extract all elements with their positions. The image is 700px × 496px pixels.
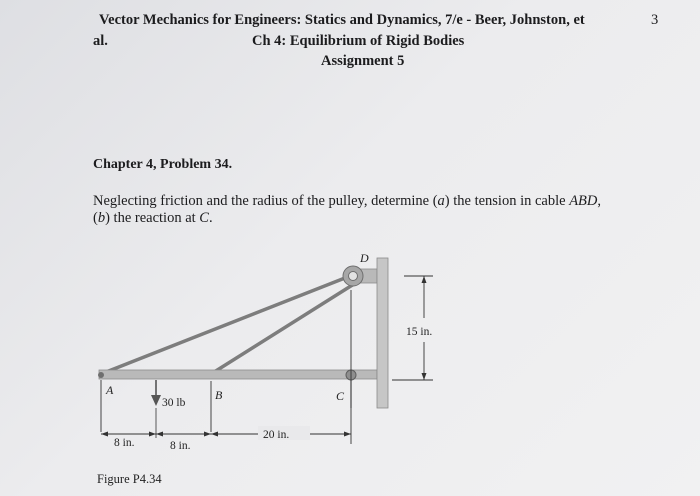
text-part: . [208, 210, 213, 226]
cable-label: ABD [569, 193, 598, 209]
dim-arrow-icon [344, 432, 351, 437]
label-c: C [336, 389, 345, 403]
bar-abc [99, 370, 377, 379]
dim-arrow-icon [101, 432, 108, 437]
dim-arrow-icon [156, 432, 163, 437]
book-title-line1: Vector Mechanics for Engineers: Statics and Dynamics, 7/e - Beer, Johnston, et [99, 12, 585, 28]
text-part: ) the reaction at [105, 210, 200, 226]
dim-8in-second: 8 in. [170, 440, 191, 452]
load-arrow-head-icon [151, 395, 161, 406]
figure-caption: Figure P4.34 [97, 472, 162, 486]
dim-8in-first: 8 in. [114, 437, 135, 449]
dim-arrow-icon [149, 432, 156, 437]
dim-arrow-icon [422, 373, 427, 380]
text-part: ) the tension in cable [444, 193, 570, 209]
label-a: A [106, 383, 114, 397]
cable-bd [211, 284, 354, 374]
pulley-axle-icon [349, 272, 358, 281]
text-part: ( [93, 210, 98, 226]
load-label: 30 lb [162, 397, 186, 409]
end-a-icon [98, 372, 104, 378]
point-c-label: C [199, 210, 209, 226]
page-number: 3 [651, 12, 659, 28]
book-title-line2: al. [93, 33, 108, 49]
chapter-title: Ch 4: Equilibrium of Rigid Bodies [252, 33, 465, 49]
assignment-title: Assignment 5 [321, 53, 405, 69]
text-part: , [597, 193, 602, 209]
cable-ad [101, 276, 350, 374]
dim-20in: 20 in. [263, 429, 290, 441]
label-d: D [360, 251, 369, 265]
part-b-label: b [97, 210, 106, 226]
text-part: Neglecting friction and the radius of the pulley, determine ( [93, 193, 438, 209]
dim-arrow-icon [211, 432, 218, 437]
dim-arrow-icon [422, 276, 427, 283]
dim-15in: 15 in. [406, 326, 433, 338]
part-a-label: a [437, 193, 445, 209]
vertical-wall [377, 258, 388, 408]
problem-heading: Chapter 4, Problem 34. [93, 157, 233, 172]
label-b: B [215, 388, 223, 402]
dim-arrow-icon [204, 432, 211, 437]
